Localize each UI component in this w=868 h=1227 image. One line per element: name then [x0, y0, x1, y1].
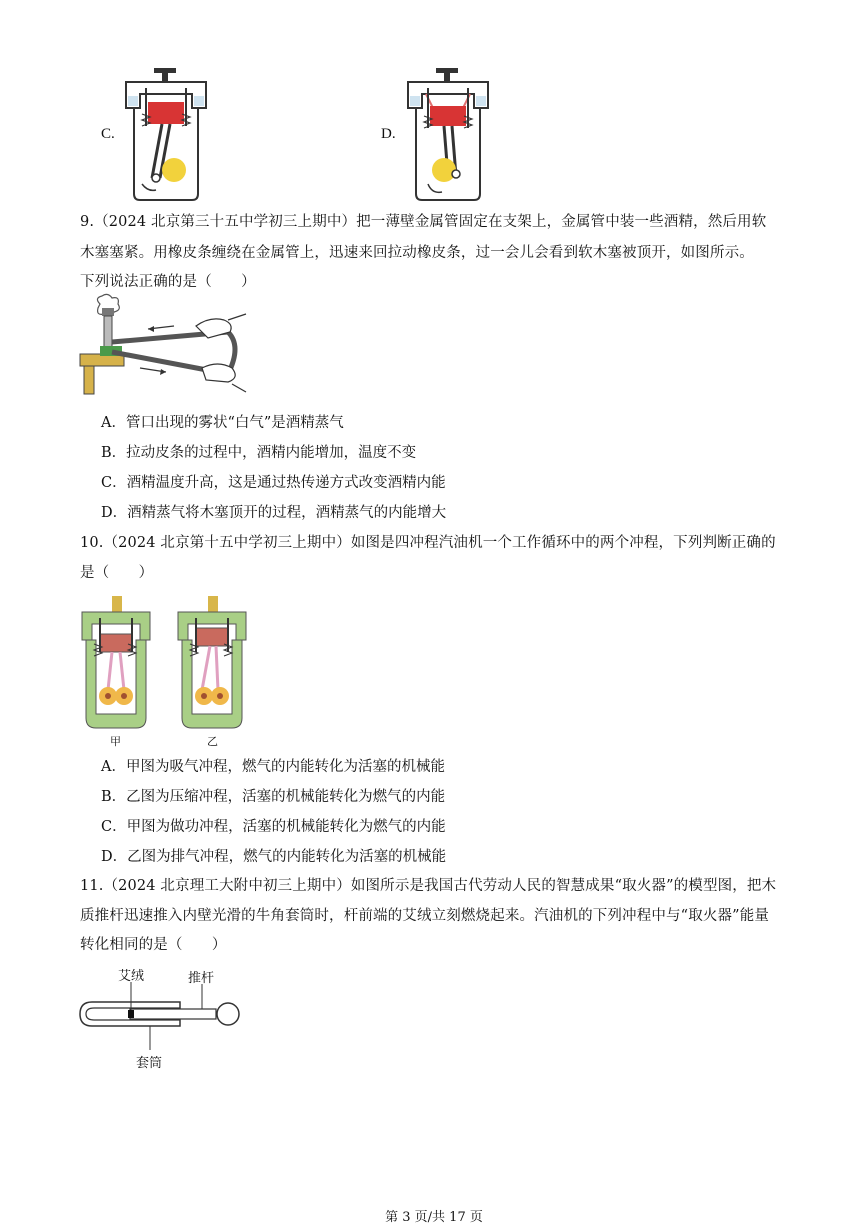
- q9-option-c: C．酒精温度升高，这是通过热传递方式改变酒精内能: [101, 475, 446, 491]
- label-airong: 艾绒: [118, 969, 145, 984]
- engine-diagram-c: [122, 66, 210, 202]
- label-tuigan: 推杆: [188, 971, 215, 986]
- q9-option-a: A．管口出现的雾状“白气”是酒精蒸气: [101, 415, 344, 431]
- q10-option-a: A．甲图为吸气冲程，燃气的内能转化为活塞的机械能: [101, 759, 445, 775]
- q9-text-line3: 下列说法正确的是（ ）: [80, 274, 256, 290]
- q11-figure-fire-piston: [78, 962, 258, 1074]
- q10-option-d: D．乙图为排气冲程，燃气的内能转化为活塞的机械能: [101, 849, 447, 865]
- q10-text-line2: 是（ ）: [80, 565, 154, 581]
- q9-option-d: D．酒精蒸气将木塞顶开的过程，酒精蒸气的内能增大: [101, 505, 447, 521]
- page-number-footer: 第 3 页/共 17 页: [385, 1210, 483, 1225]
- q10-option-c: C．甲图为做功冲程，活塞的机械能转化为燃气的内能: [101, 819, 446, 835]
- q9-option-b: B．拉动皮条的过程中，酒精内能增加，温度不变: [101, 445, 417, 461]
- q11-text-line1: 11.（2024 北京理工大附中初三上期中）如图所示是我国古代劳动人民的智慧成果“取火器”的模型图，把木: [80, 878, 777, 894]
- label-taotong: 套筒: [136, 1056, 163, 1071]
- option-c-label: C.: [101, 126, 115, 142]
- q10-figure-label-yi: 乙: [207, 735, 218, 748]
- q11-text-line3: 转化相同的是（ ）: [80, 937, 227, 953]
- q10-text-line1: 10.（2024 北京第十五中学初三上期中）如图是四冲程汽油机一个工作循环中的两个冲程，下列判断正确的: [80, 535, 776, 551]
- q10-figure-label-jia: 甲: [110, 735, 121, 748]
- q11-text-line2: 质推杆迅速推入内壁光滑的牛角套筒时，杆前端的艾绒立刻燃烧起来。汽油机的下列冲程中与“取火器”能量: [80, 908, 770, 924]
- q10-option-b: B．乙图为压缩冲程，活塞的机械能转化为燃气的内能: [101, 789, 446, 805]
- q9-text-line1: 9.（2024 北京第三十五中学初三上期中）把一薄壁金属管固定在支架上，金属管中装一些酒精，然后用软: [80, 214, 767, 230]
- q9-figure-tube-rubber-band: [78, 296, 248, 396]
- engine-diagram-d: [404, 66, 492, 202]
- q9-text-line2: 木塞塞紧。用橡皮条缠绕在金属管上，迅速来回拉动橡皮条，过一会儿会看到软木塞被顶开，如图所示。: [80, 245, 754, 261]
- q10-engine-diagram-left: [78, 594, 154, 732]
- option-d-label: D.: [381, 126, 396, 142]
- q10-engine-diagram-right: [174, 594, 250, 732]
- fire-piston-drawing: [78, 962, 258, 1074]
